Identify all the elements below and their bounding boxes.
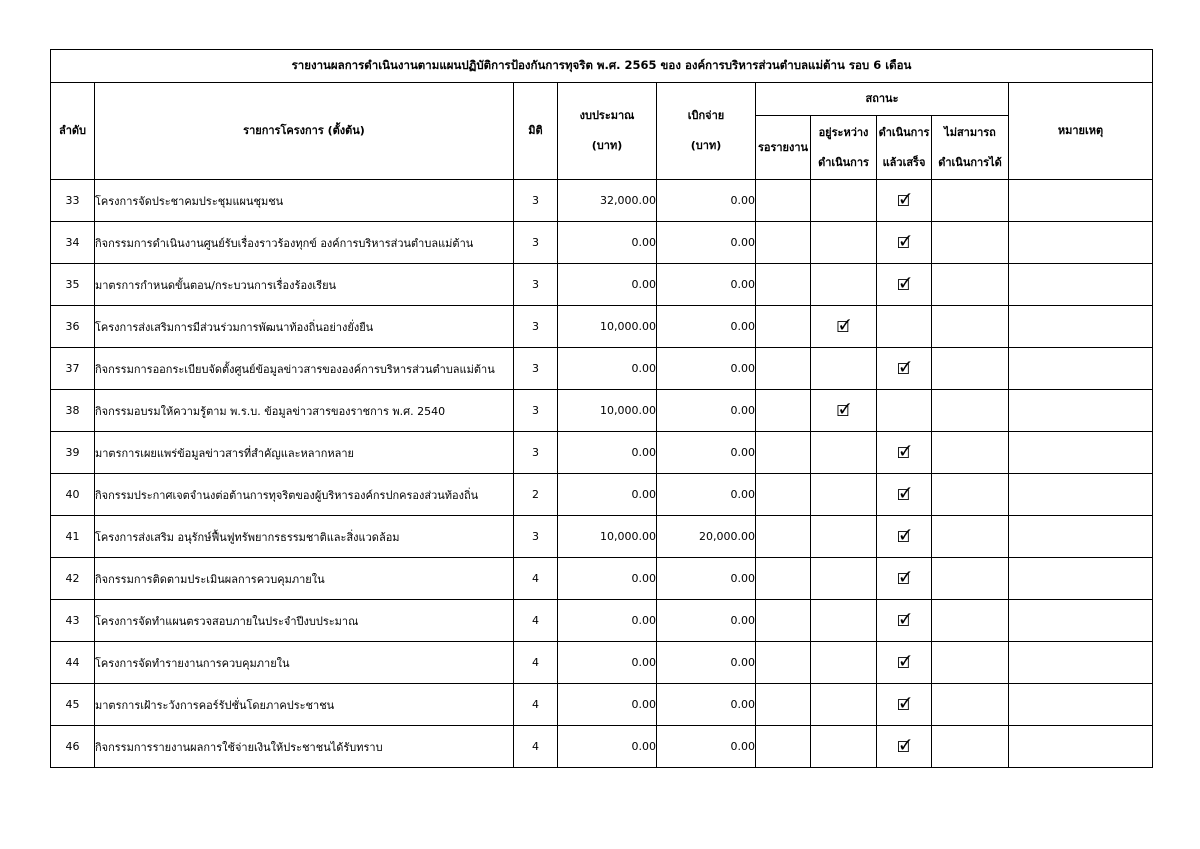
row-status-in-progress <box>811 516 877 558</box>
checkbox-tick-icon: 🗹 <box>897 275 911 294</box>
row-spent: 0.00 <box>657 474 756 516</box>
row-remark <box>1009 558 1153 600</box>
row-status-in-progress <box>811 222 877 264</box>
report-table <box>50 49 1153 768</box>
row-spent: 0.00 <box>657 726 756 768</box>
header-remark: หมายเหตุ <box>1009 83 1153 180</box>
row-status-pending <box>756 474 811 516</box>
row-status-unable <box>932 474 1009 516</box>
row-status-unable <box>932 642 1009 684</box>
row-status-done <box>877 264 932 306</box>
row-status-done <box>877 180 932 222</box>
row-status-done <box>877 348 932 390</box>
header-status-unable <box>932 116 1009 180</box>
row-dimension: 3 <box>514 432 558 474</box>
row-project-name: กิจกรรมอบรมให้ความรู้ตาม พ.ร.บ. ข้อมูลข่าวสารของราชการ พ.ศ. 2540 <box>95 390 514 432</box>
row-status-unable <box>932 726 1009 768</box>
row-spent: 0.00 <box>657 306 756 348</box>
row-dimension: 4 <box>514 642 558 684</box>
row-number: 41 <box>51 516 95 558</box>
row-status-in-progress <box>811 558 877 600</box>
row-status-in-progress <box>811 180 877 222</box>
row-status-in-progress <box>811 264 877 306</box>
table-row <box>51 264 1153 306</box>
row-remark <box>1009 432 1153 474</box>
row-status-unable <box>932 684 1009 726</box>
row-budget: 32,000.00 <box>558 180 657 222</box>
row-status-pending <box>756 390 811 432</box>
row-status-pending <box>756 264 811 306</box>
row-status-pending <box>756 432 811 474</box>
row-budget: 0.00 <box>558 642 657 684</box>
row-status-unable <box>932 348 1009 390</box>
row-project-name: กิจกรรมประกาศเจตจำนงต่อต้านการทุจริตของผู้บริหารองค์กรปกครองส่วนท้องถิ่น <box>95 474 514 516</box>
row-number: 42 <box>51 558 95 600</box>
checkbox-tick-icon: 🗹 <box>897 443 911 462</box>
table-row <box>51 516 1153 558</box>
checkbox-tick-icon: 🗹 <box>897 485 911 504</box>
row-status-pending <box>756 348 811 390</box>
row-status-in-progress <box>811 600 877 642</box>
header-budget <box>558 83 657 180</box>
row-remark <box>1009 516 1153 558</box>
row-spent: 0.00 <box>657 348 756 390</box>
header-status-in-progress-line2: ดำเนินการ <box>818 155 869 169</box>
row-number: 37 <box>51 348 95 390</box>
row-status-in-progress <box>811 642 877 684</box>
header-project: รายการโครงการ (ตั้งต้น) <box>95 83 514 180</box>
row-status-done <box>877 726 932 768</box>
row-dimension: 4 <box>514 726 558 768</box>
row-status-unable <box>932 306 1009 348</box>
row-dimension: 4 <box>514 558 558 600</box>
row-status-pending <box>756 222 811 264</box>
row-number: 45 <box>51 684 95 726</box>
row-spent: 20,000.00 <box>657 516 756 558</box>
header-spent <box>657 83 756 180</box>
row-budget: 10,000.00 <box>558 306 657 348</box>
row-remark <box>1009 390 1153 432</box>
header-budget-line1: งบประมาณ <box>579 109 635 122</box>
row-remark <box>1009 348 1153 390</box>
row-remark <box>1009 474 1153 516</box>
row-budget: 0.00 <box>558 726 657 768</box>
row-remark <box>1009 642 1153 684</box>
row-status-pending <box>756 684 811 726</box>
table-row <box>51 432 1153 474</box>
row-status-unable <box>932 180 1009 222</box>
row-budget: 0.00 <box>558 684 657 726</box>
checkbox-tick-icon: 🗹 <box>897 695 911 714</box>
row-project-name: กิจกรรมการออกระเบียบจัดตั้งศูนย์ข้อมูลข่าวสารขององค์การบริหารส่วนตำบลแม่ต้าน <box>95 348 514 390</box>
row-number: 38 <box>51 390 95 432</box>
row-dimension: 3 <box>514 348 558 390</box>
row-remark <box>1009 222 1153 264</box>
row-status-done <box>877 306 932 348</box>
header-budget-line2: (บาท) <box>591 139 623 152</box>
row-dimension: 3 <box>514 390 558 432</box>
row-project-name: โครงการจัดทำรายงานการควบคุมภายใน <box>95 642 514 684</box>
row-status-unable <box>932 432 1009 474</box>
row-status-done <box>877 390 932 432</box>
header-status-done-line2: แล้วเสร็จ <box>882 155 926 169</box>
row-dimension: 2 <box>514 474 558 516</box>
row-remark <box>1009 600 1153 642</box>
header-status-pending <box>756 116 811 180</box>
row-status-done <box>877 600 932 642</box>
row-spent: 0.00 <box>657 600 756 642</box>
row-budget: 10,000.00 <box>558 390 657 432</box>
row-project-name: โครงการจัดทำแผนตรวจสอบภายในประจำปีงบประมาณ <box>95 600 514 642</box>
row-status-done <box>877 222 932 264</box>
row-status-pending <box>756 516 811 558</box>
row-budget: 0.00 <box>558 600 657 642</box>
table-row <box>51 600 1153 642</box>
header-status-done <box>877 116 932 180</box>
row-budget: 0.00 <box>558 264 657 306</box>
table-row <box>51 222 1153 264</box>
row-dimension: 4 <box>514 684 558 726</box>
row-status-pending <box>756 642 811 684</box>
row-dimension: 3 <box>514 180 558 222</box>
table-row <box>51 180 1153 222</box>
row-spent: 0.00 <box>657 222 756 264</box>
checkbox-tick-icon: 🗹 <box>897 737 911 756</box>
checkbox-tick-icon: 🗹 <box>897 653 911 672</box>
report-title: รายงานผลการดำเนินงานตามแผนปฏิบัติการป้องกันการทุจริต พ.ศ. 2565 ของ องค์การบริหารส่วนตำบลแม่ต้าน รอบ 6 เดือน <box>51 50 1153 83</box>
row-project-name: มาตรการกำหนดขั้นตอน/กระบวนการเรื่องร้องเรียน <box>95 264 514 306</box>
row-status-unable <box>932 516 1009 558</box>
row-project-name: มาตรการเฝ้าระวังการคอร์รัปชั่นโดยภาคประชาชน <box>95 684 514 726</box>
row-spent: 0.00 <box>657 390 756 432</box>
row-number: 33 <box>51 180 95 222</box>
row-dimension: 3 <box>514 264 558 306</box>
header-status-unable-line1: ไม่สามารถ <box>944 125 996 139</box>
row-status-in-progress <box>811 306 877 348</box>
row-status-in-progress <box>811 726 877 768</box>
row-number: 44 <box>51 642 95 684</box>
row-status-pending <box>756 726 811 768</box>
row-number: 36 <box>51 306 95 348</box>
row-budget: 0.00 <box>558 474 657 516</box>
row-remark <box>1009 684 1153 726</box>
checkbox-tick-icon: 🗹 <box>897 359 911 378</box>
checkbox-tick-icon: 🗹 <box>897 527 911 546</box>
row-budget: 10,000.00 <box>558 516 657 558</box>
row-status-done <box>877 684 932 726</box>
row-status-pending <box>756 558 811 600</box>
checkbox-tick-icon: 🗹 <box>897 569 911 588</box>
row-remark <box>1009 180 1153 222</box>
checkbox-tick-icon: 🗹 <box>897 191 911 210</box>
row-remark <box>1009 726 1153 768</box>
row-number: 39 <box>51 432 95 474</box>
row-status-done <box>877 516 932 558</box>
row-status-in-progress <box>811 684 877 726</box>
row-status-in-progress <box>811 474 877 516</box>
row-spent: 0.00 <box>657 432 756 474</box>
row-status-in-progress <box>811 432 877 474</box>
row-project-name: กิจกรรมการดำเนินงานศูนย์รับเรื่องราวร้องทุกข์ องค์การบริหารส่วนตำบลแม่ต้าน <box>95 222 514 264</box>
table-row <box>51 642 1153 684</box>
row-remark <box>1009 306 1153 348</box>
row-project-name: กิจกรรมการรายงานผลการใช้จ่ายเงินให้ประชาชนได้รับทราบ <box>95 726 514 768</box>
table-body <box>51 180 1153 768</box>
row-spent: 0.00 <box>657 558 756 600</box>
row-budget: 0.00 <box>558 348 657 390</box>
row-status-unable <box>932 264 1009 306</box>
row-remark <box>1009 264 1153 306</box>
checkbox-tick-icon: 🗹 <box>897 233 911 252</box>
row-status-unable <box>932 600 1009 642</box>
row-number: 34 <box>51 222 95 264</box>
row-status-pending <box>756 306 811 348</box>
header-status-in-progress <box>811 116 877 180</box>
header-status-done-line1: ดำเนินการ <box>878 125 930 139</box>
row-project-name: มาตรการเผยแพร่ข้อมูลข่าวสารที่สำคัญและหลากหลาย <box>95 432 514 474</box>
row-number: 40 <box>51 474 95 516</box>
checkbox-tick-icon: 🗹 <box>836 401 851 420</box>
row-spent: 0.00 <box>657 264 756 306</box>
row-status-done <box>877 558 932 600</box>
table-row <box>51 474 1153 516</box>
row-budget: 0.00 <box>558 432 657 474</box>
row-dimension: 3 <box>514 306 558 348</box>
row-status-done <box>877 642 932 684</box>
row-status-pending <box>756 180 811 222</box>
row-dimension: 4 <box>514 600 558 642</box>
header-no: ลำดับ <box>51 83 95 180</box>
row-number: 43 <box>51 600 95 642</box>
row-project-name: กิจกรรมการติดตามประเมินผลการควบคุมภายใน <box>95 558 514 600</box>
row-project-name: โครงการส่งเสริมการมีส่วนร่วมการพัฒนาท้องถิ่นอย่างยั่งยืน <box>95 306 514 348</box>
row-status-done <box>877 432 932 474</box>
row-number: 46 <box>51 726 95 768</box>
table-row <box>51 684 1153 726</box>
row-spent: 0.00 <box>657 642 756 684</box>
table-row <box>51 306 1153 348</box>
table-row <box>51 726 1153 768</box>
row-number: 35 <box>51 264 95 306</box>
row-project-name: โครงการจัดประชาคมประชุมแผนชุมชน <box>95 180 514 222</box>
row-spent: 0.00 <box>657 684 756 726</box>
header-status-unable-line2: ดำเนินการได้ <box>938 155 1002 169</box>
row-budget: 0.00 <box>558 222 657 264</box>
checkbox-tick-icon: 🗹 <box>836 317 851 336</box>
row-status-unable <box>932 222 1009 264</box>
row-status-in-progress <box>811 390 877 432</box>
row-project-name: โครงการส่งเสริม อนุรักษ์ฟื้นฟูทรัพยากรธรรมชาติและสิ่งแวดล้อม <box>95 516 514 558</box>
header-status-pending-label: รอรายงาน <box>757 140 809 154</box>
row-dimension: 3 <box>514 222 558 264</box>
header-status-in-progress-line1: อยู่ระหว่าง <box>818 125 869 139</box>
table-row <box>51 348 1153 390</box>
row-dimension: 3 <box>514 516 558 558</box>
row-budget: 0.00 <box>558 558 657 600</box>
row-status-pending <box>756 600 811 642</box>
table-row <box>51 558 1153 600</box>
row-status-unable <box>932 390 1009 432</box>
header-spent-line1: เบิกจ่าย <box>687 109 725 122</box>
row-status-in-progress <box>811 348 877 390</box>
row-status-unable <box>932 558 1009 600</box>
header-status: สถานะ <box>756 83 1009 116</box>
header-dimension: มิติ <box>514 83 558 180</box>
row-spent: 0.00 <box>657 180 756 222</box>
header-spent-line2: (บาท) <box>690 139 722 152</box>
table-row <box>51 390 1153 432</box>
row-status-done <box>877 474 932 516</box>
checkbox-tick-icon: 🗹 <box>897 611 911 630</box>
